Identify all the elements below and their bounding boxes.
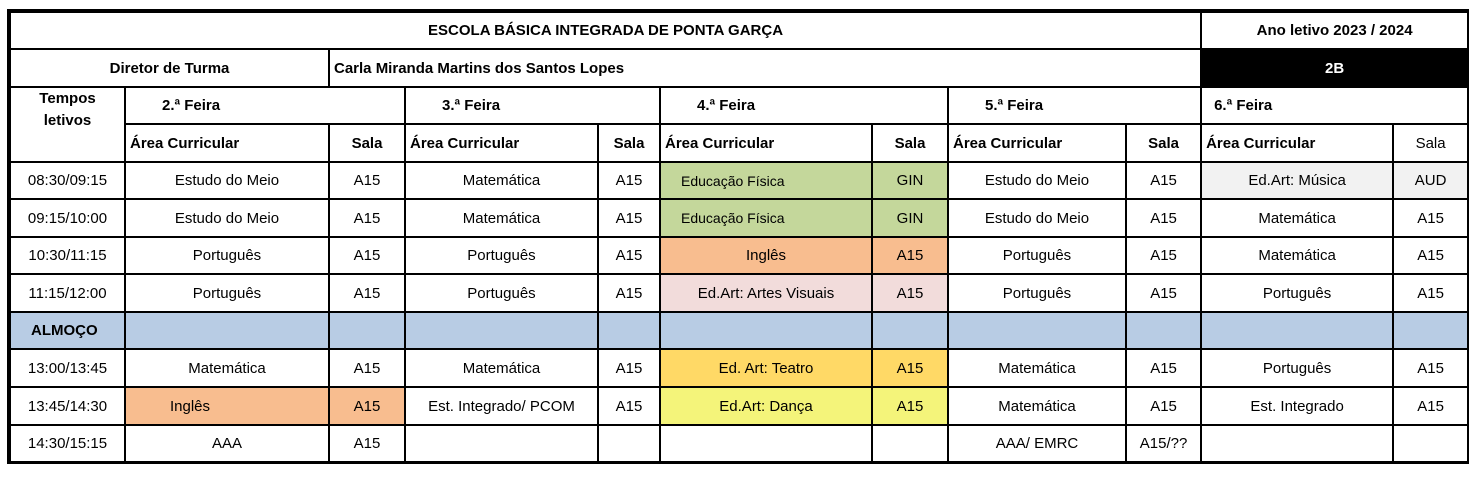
room-cell: A15 <box>598 274 660 312</box>
time-cell: 13:45/14:30 <box>10 387 125 425</box>
room-cell: GIN <box>872 162 948 199</box>
subject-cell: Matemática <box>405 162 598 199</box>
subject-cell: Matemática <box>948 349 1126 387</box>
school-row <box>10 12 1468 49</box>
room-cell: A15 <box>598 162 660 199</box>
subject-cell: Ed. Art: Teatro <box>660 349 872 387</box>
day-header-friday: 6.ª Feira <box>1201 87 1468 124</box>
lunch-cell <box>872 312 948 349</box>
day-header-row <box>10 87 1468 124</box>
subject-cell: Estudo do Meio <box>948 162 1126 199</box>
room-cell: A15 <box>598 199 660 237</box>
time-cell: 09:15/10:00 <box>10 199 125 237</box>
room-cell: A15 <box>1393 387 1468 425</box>
subject-cell: Matemática <box>948 387 1126 425</box>
room-cell: A15 <box>329 199 405 237</box>
room-cell: A15 <box>1393 349 1468 387</box>
room-cell <box>1393 425 1468 462</box>
subject-cell: Português <box>125 237 329 274</box>
room-cell: A15 <box>1393 237 1468 274</box>
time-cell: 14:30/15:15 <box>10 425 125 462</box>
room-cell: A15 <box>872 387 948 425</box>
area-header: Área Curricular <box>948 124 1126 162</box>
lunch-cell <box>405 312 598 349</box>
time-cell: 11:15/12:00 <box>10 274 125 312</box>
subject-cell: Matemática <box>405 199 598 237</box>
director-row <box>10 49 1468 87</box>
school-name: ESCOLA BÁSICA INTEGRADA DE PONTA GARÇA <box>10 12 1201 49</box>
subject-cell: Ed.Art: Música <box>1201 162 1393 199</box>
subject-cell: Matemática <box>405 349 598 387</box>
table-row <box>10 274 1468 312</box>
class-schedule-table <box>9 11 1469 463</box>
time-cell: 10:30/11:15 <box>10 237 125 274</box>
day-header-tuesday: 3.ª Feira <box>405 87 660 124</box>
room-cell <box>598 425 660 462</box>
subject-cell: Ed.Art: Artes Visuais <box>660 274 872 312</box>
subject-cell: Português <box>125 274 329 312</box>
tempos-header: Tempos letivos <box>10 87 125 162</box>
room-cell: A15 <box>329 162 405 199</box>
table-row <box>10 199 1468 237</box>
room-cell <box>872 425 948 462</box>
subject-cell: Est. Integrado/ PCOM <box>405 387 598 425</box>
subject-cell: Matemática <box>1201 199 1393 237</box>
room-cell: A15 <box>329 387 405 425</box>
room-cell: A15 <box>872 349 948 387</box>
subject-cell <box>660 425 872 462</box>
table-row <box>10 425 1468 462</box>
lunch-cell <box>948 312 1126 349</box>
subject-cell: Português <box>405 274 598 312</box>
sala-header: Sala <box>1126 124 1201 162</box>
day-header-monday: 2.ª Feira <box>125 87 405 124</box>
room-cell: A15 <box>872 237 948 274</box>
room-cell: A15 <box>598 349 660 387</box>
school-year: Ano letivo 2023 / 2024 <box>1201 12 1468 49</box>
subject-cell: Matemática <box>125 349 329 387</box>
subject-cell: Português <box>1201 349 1393 387</box>
room-cell: A15 <box>1126 274 1201 312</box>
subject-cell: Educação Física <box>660 199 872 237</box>
area-header: Área Curricular <box>405 124 598 162</box>
subject-cell: Estudo do Meio <box>125 162 329 199</box>
subject-cell: Educação Física <box>660 162 872 199</box>
day-header-thursday: 5.ª Feira <box>948 87 1201 124</box>
room-cell: GIN <box>872 199 948 237</box>
room-cell: A15 <box>1393 274 1468 312</box>
room-cell: A15 <box>1126 237 1201 274</box>
lunch-cell <box>1201 312 1393 349</box>
subject-cell <box>405 425 598 462</box>
room-cell: A15 <box>1126 162 1201 199</box>
sala-header: Sala <box>1393 124 1468 162</box>
subheader-row <box>10 124 1468 162</box>
director-name: Carla Miranda Martins dos Santos Lopes <box>329 49 1201 87</box>
room-cell: A15 <box>329 425 405 462</box>
table-row <box>10 162 1468 199</box>
subject-cell: Matemática <box>1201 237 1393 274</box>
room-cell: A15 <box>598 387 660 425</box>
table-row <box>10 387 1468 425</box>
subject-cell: Ed.Art: Dança <box>660 387 872 425</box>
subject-cell: Inglês <box>660 237 872 274</box>
lunch-cell <box>1393 312 1468 349</box>
room-cell: A15 <box>1126 349 1201 387</box>
subject-cell: AAA <box>125 425 329 462</box>
time-cell: 13:00/13:45 <box>10 349 125 387</box>
room-cell: A15 <box>1126 199 1201 237</box>
room-cell: A15 <box>1393 199 1468 237</box>
class-name: 2B <box>1201 49 1468 87</box>
lunch-row <box>10 312 1468 349</box>
lunch-cell <box>125 312 329 349</box>
subject-cell <box>1201 425 1393 462</box>
subject-cell: Português <box>948 237 1126 274</box>
director-label: Diretor de Turma <box>10 49 329 87</box>
room-cell: A15 <box>329 274 405 312</box>
lunch-cell <box>1126 312 1201 349</box>
time-cell: 08:30/09:15 <box>10 162 125 199</box>
area-header: Área Curricular <box>660 124 872 162</box>
subject-cell: Estudo do Meio <box>125 199 329 237</box>
lunch-cell <box>598 312 660 349</box>
lunch-cell <box>660 312 872 349</box>
day-header-wednesday: 4.ª Feira <box>660 87 948 124</box>
room-cell: A15 <box>1126 387 1201 425</box>
sala-header: Sala <box>329 124 405 162</box>
table-row <box>10 237 1468 274</box>
lunch-cell <box>329 312 405 349</box>
subject-cell: Estudo do Meio <box>948 199 1126 237</box>
subject-cell: Português <box>405 237 598 274</box>
subject-cell: Português <box>948 274 1126 312</box>
lunch-label: ALMOÇO <box>10 312 125 349</box>
subject-cell: Inglês <box>125 387 329 425</box>
subject-cell: Est. Integrado <box>1201 387 1393 425</box>
subject-cell: Português <box>1201 274 1393 312</box>
table-row <box>10 349 1468 387</box>
room-cell: A15/?? <box>1126 425 1201 462</box>
room-cell: A15 <box>329 237 405 274</box>
room-cell: AUD <box>1393 162 1468 199</box>
subject-cell: AAA/ EMRC <box>948 425 1126 462</box>
sala-header: Sala <box>598 124 660 162</box>
room-cell: A15 <box>598 237 660 274</box>
room-cell: A15 <box>329 349 405 387</box>
area-header: Área Curricular <box>1201 124 1393 162</box>
sala-header: Sala <box>872 124 948 162</box>
room-cell: A15 <box>872 274 948 312</box>
area-header: Área Curricular <box>125 124 329 162</box>
